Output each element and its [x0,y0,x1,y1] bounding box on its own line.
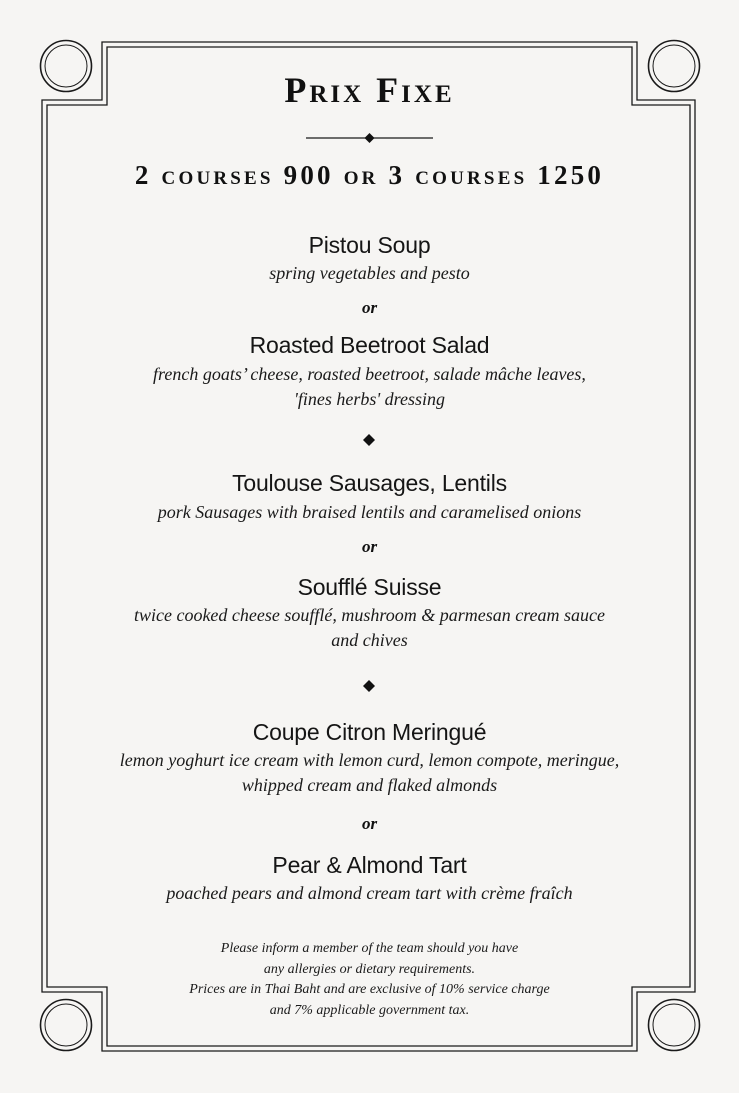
or-separator: or [361,298,378,317]
course-divider-diamond [363,680,375,692]
description-line: whipped cream and flaked almonds [241,775,498,795]
or-separator: or [361,537,378,556]
description-line: spring vegetables and pesto [269,263,470,283]
dish-name-toulouse-sausages: Toulouse Sausages, Lentils [232,470,507,496]
menu-pricing: 2 courses 900 or 3 courses 1250 [134,160,605,190]
description-line: pork Sausages with braised lentils and caramelised onions [157,502,582,522]
footnote-line: any allergies or dietary requirements. [263,961,476,977]
dish-description-coupe-citron-meringue [60,748,679,798]
title-divider [306,130,433,146]
dish-name-roasted-beetroot-salad: Roasted Beetroot Salad [249,332,490,358]
dish-name-pistou-soup: Pistou Soup [308,232,431,258]
dish-name-coupe-citron-meringue: Coupe Citron Meringué [252,719,487,745]
dish-description-pistou-soup [60,261,679,286]
dish-name-pear-almond-tart: Pear & Almond Tart [272,852,467,878]
course-divider-diamond [363,434,375,446]
menu-title: Prix Fixe [284,70,455,110]
description-line: french goats’ cheese, roasted beetroot, salade mâche leaves, [153,364,586,384]
dish-description-pear-almond-tart [60,881,679,906]
description-line: and chives [331,630,408,650]
footnote-line: Prices are in Thai Baht and are exclusive of 10% service charge [189,982,550,997]
allergy-and-pricing-note [60,939,679,1021]
dish-description-souffle-suisse [60,603,679,653]
or-separator: or [361,814,378,833]
description-line: lemon yoghurt ice cream with lemon curd, lemon compote, meringue, [119,750,620,770]
footnote-line: and 7% applicable government tax. [269,1002,470,1018]
dish-name-souffle-suisse: Soufflé Suisse [297,574,442,600]
dish-description-roasted-beetroot-salad [60,362,679,412]
description-line: 'fines herbs' dressing [293,389,446,409]
description-line: twice cooked cheese soufflé, mushroom & parmesan cream sauce [133,605,606,625]
dish-description-toulouse-sausages [60,500,679,525]
footnote-line: Please inform a member of the team should you have [220,941,519,956]
description-line: poached pears and almond cream tart with crème fraîch [166,883,573,903]
